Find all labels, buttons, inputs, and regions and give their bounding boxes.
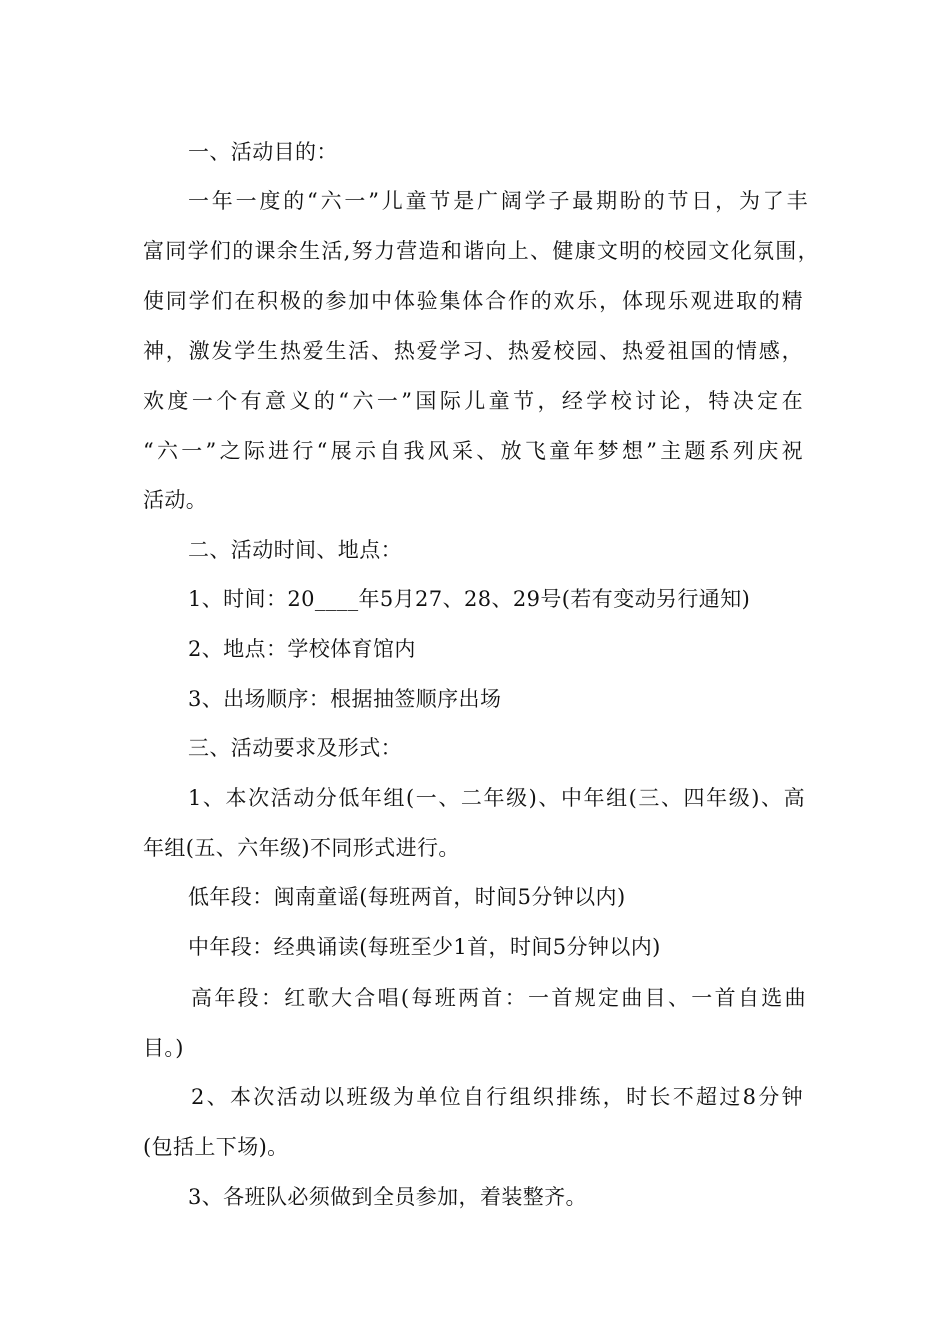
section1-line: 欢度一个有意义的“六一”国际儿童节，经学校讨论，特决定在 <box>143 389 803 413</box>
section2-heading: 二、活动时间、地点： <box>188 538 402 562</box>
section2-item-order: 3、出场顺序：根据抽签顺序出场 <box>188 687 502 711</box>
section2-item-time: 1、时间：20____年5月27、28、29号(若有变动另行通知) <box>188 587 751 611</box>
section3-item3-text: 3、各班队必须做到全员参加，着装整齐。 <box>188 1185 587 1209</box>
section1-line: 使同学们在积极的参加中体验集体合作的欢乐，体现乐观进取的精 <box>143 289 803 313</box>
section1-line: 神，激发学生热爱生活、热爱学习、热爱校园、热爱祖国的情感， <box>143 339 803 363</box>
section1-line: “六一”之际进行“展示自我风采、放飞童年梦想”主题系列庆祝 <box>143 439 803 463</box>
grade-high-line: 高年段：红歌大合唱(每班两首：一首规定曲目、一首自选曲 <box>191 986 806 1010</box>
section3-item2-line: 2、本次活动以班级为单位自行组织排练，时长不超过8分钟 <box>191 1085 803 1109</box>
section1-line: 活动。 <box>143 488 208 512</box>
section1-line: 富同学们的课余生活,努力营造和谐向上、健康文明的校园文化氛围， <box>143 239 819 263</box>
section1-heading: 一、活动目的： <box>188 140 338 164</box>
section2-item-location: 2、地点：学校体育馆内 <box>188 637 416 661</box>
section3-item2-line: (包括上下场)。 <box>143 1135 289 1159</box>
grade-mid-text: 中年段：经典诵读(每班至少1首，时间5分钟以内) <box>188 935 661 959</box>
section3-item1-line: 1、本次活动分低年组(一、二年级)、中年组(三、四年级)、高 <box>188 786 805 810</box>
grade-high-line: 目。) <box>143 1036 184 1060</box>
section1-line: 一年一度的“六一”儿童节是广阔学子最期盼的节日，为了丰 <box>188 189 808 213</box>
section3-item1-line: 年组(五、六年级)不同形式进行。 <box>143 836 460 860</box>
section3-heading: 三、活动要求及形式： <box>188 736 402 760</box>
grade-low-text: 低年段：闽南童谣(每班两首，时间5分钟以内) <box>188 885 626 909</box>
